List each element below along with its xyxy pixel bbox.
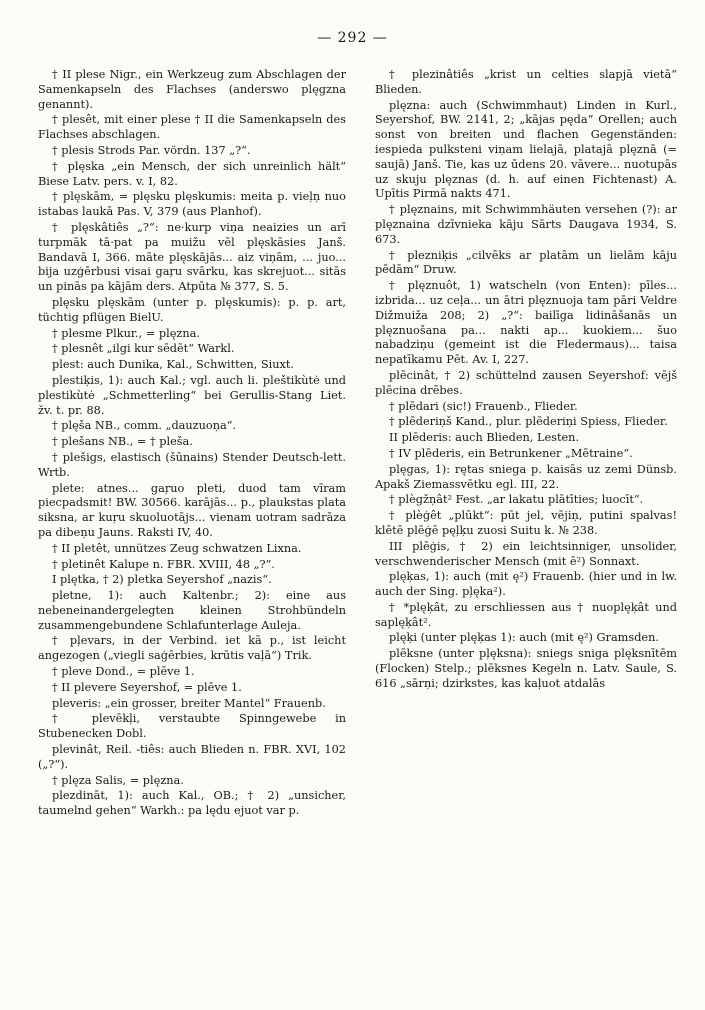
dictionary-entry: plezdināt, 1): auch Kal., OB.; † 2) „unsicher, taumelnd gehen“ Warkh.: pa lędu ejuot var p. bbox=[38, 789, 346, 818]
dictionary-entry: † plęza Salis, = plęzna. bbox=[52, 773, 184, 787]
dictionary-entry: pletne, 1): auch Kaltenbr.; 2): eine aus nebeneinandergelegten kleinen Strohbündeln zusammengebundene Schlafunterlage Auleja. bbox=[38, 589, 346, 632]
dictionary-entry: † plešans NB., = † pleša. bbox=[52, 435, 193, 449]
dictionary-entry: † plèģêt „plūkt“: pūt jel, vējiņ, putini spalvas! klētē plēģē pęļķu zuosi Suitu k. № 238. bbox=[375, 509, 677, 537]
dictionary-entry: † plēderiņš Kand., plur. plēderiņi Spiess, Flieder. bbox=[389, 415, 668, 429]
dictionary-entry: † plešigs, elastisch (šūnains) Stender Deutsch-lett. Wrtb. bbox=[38, 450, 346, 479]
dictionary-entry: † pļevars, in der Verbind. iet kā p., ist leicht angezogen („viegli saģērbies, krūtis vaļā“) Trik. bbox=[38, 634, 346, 663]
dictionary-entry: † plesnêt „ilgi kur sēdēt“ Warkl. bbox=[52, 342, 235, 356]
dictionary-entry: plęķas, 1): auch (mit ę²) Frauenb. (hier und in lw. auch der Sing. pļęka²). bbox=[375, 570, 677, 599]
dictionary-entry: † plęskām, = plęsku plęskumis: meita p. vieļņ nuo istabas laukā Pas. V, 379 (aus Planhof). bbox=[38, 190, 346, 219]
dictionary-entry: † plēdari (sic!) Frauenb., Flieder. bbox=[389, 399, 578, 413]
dictionary-entry: † plęznuôt, 1) watscheln (von Enten): pīles... izbrida... uz ceļa... un ātri plęznuoja tam pāri Veldre Dižmuiža 208; 2) „?“: bailīga lidināšanās un plęznuošana pa... nakti ap... kuokiem... šuo nabadziņu (gemeint ist die Fledermaus)... taisa nepatīkamu Pēt. Av. I, 227. bbox=[375, 279, 677, 367]
dictionary-entry: † plezniķis „cilvēks ar platām un lielām kāju pēdām“ Druw. bbox=[375, 248, 677, 277]
dictionary-entry: plęzna: auch (Schwimmhaut) Linden in Kurl., Seyershof, BW. 2141, 2; „kājas pęda“ Orellen; auch sonst von breiten und flachen Gegenständen: iespieda pulksteni viņam lielajā, platajā plęznā (= saujā) Janš. Tie, kas uz ūdens 20. vāvere... nuotupās uz skuju plęznas (d. h. auf einen Fichtenast) A. Upītis Pirmā nakts 471. bbox=[375, 98, 677, 201]
dictionary-entry: † plezinâtiês „krist un celties slapjā vietā“ Blieden. bbox=[375, 68, 677, 96]
dictionary-entry: plevinât, Reil. -tiês: auch Blieden n. FBR. XVI, 102 („?“). bbox=[38, 743, 346, 771]
dictionary-entry: † IV plēderis, ein Betrunkener „Mētraine“. bbox=[389, 446, 633, 460]
dictionary-entry: plest: auch Dunika, Kal., Schwitten, Siuxt. bbox=[52, 358, 294, 372]
dictionary-entry: plęķi (unter plęķas 1): auch (mit ę²) Gramsden. bbox=[389, 631, 659, 645]
dictionary-entry: plestiķis, 1): auch Kal.; vgl. auch li. pleštikùtė und plestikùtė „Schmetterling“ bei Gerullis-Stang Liet. žv. t. pr. 88. bbox=[38, 373, 346, 417]
dictionary-entry: I plętka, † 2) pletka Seyershof „nazis“. bbox=[52, 573, 272, 587]
dictionary-entry: † II plevere Seyershof, = plēve 1. bbox=[52, 680, 242, 694]
dictionary-entry: II plēderis: auch Blieden, Lesten. bbox=[389, 431, 580, 445]
dictionary-entry: III plēģis, † 2) ein leichtsinniger, unsolider, verschwenderischer Mensch (mit ē²) Sonnaxt. bbox=[375, 539, 677, 568]
dictionary-entry: plete: atnes... gaŗuo pleti, duod tam vīram piecpadsmit! BW. 30566. karājās... p., plaukstas plata siksna, ar kuŗu skuoluotājs... vienam uotram sadrāza pa dibeņu Jauns. Raksti IV, 40. bbox=[38, 481, 346, 539]
dictionary-entry: plēcinât, † 2) schüttelnd zausen Seyershof: vējš plēcina drēbes. bbox=[375, 368, 677, 397]
dictionary-entry: plęgas, 1): rętas sniega p. kaisās uz zemi Dünsb. Apakš Ziemassvētku egl. III, 22. bbox=[375, 462, 677, 491]
dictionary-entry: † plevēkļi, verstaubte Spinngewebe in Stubenecken Dobl. bbox=[38, 712, 346, 741]
page-number: — 292 — bbox=[317, 30, 388, 46]
dictionary-entry: † plęska „ein Mensch, der sich unreinlich hält“ Biese Latv. pers. v. I, 82. bbox=[38, 159, 346, 188]
dictionary-entry: † plesme Plkur., = plęzna. bbox=[52, 326, 200, 340]
dictionary-entry: † plègžņât² Fest. „ar lakatu plātīties; luocīt“. bbox=[389, 493, 644, 507]
left-column bbox=[38, 68, 346, 1003]
dictionary-entry: † plęskâtiês „?“: ne·kurp viņa neaizies un arī turpmāk tā·pat pa muižu vēl plęskāsies Janš. Bandavā I, 366. māte plęskājās... aiz viņām, ... juo... bija uzģērbusi visai gaŗu svārku, kas skrejuot... sitās un pinās pa kājām ders. Atpūta № 377, S. 5. bbox=[38, 220, 346, 294]
dictionary-entry: pleveris: „ein grosser, breiter Mantel“ Frauenb. bbox=[52, 696, 326, 710]
right-column bbox=[375, 68, 677, 1003]
dictionary-entry: † *plęķât, zu erschliessen aus † nuoplęķât und saplęķât². bbox=[375, 600, 677, 629]
dictionary-entry: † pletinêt Kalupe n. FBR. XVIII, 48 „?“. bbox=[52, 557, 275, 571]
dictionary-entry: † II plese Nigr., ein Werkzeug zum Abschlagen der Samenkapseln des Flachses (anderswo plęgzna genannt). bbox=[38, 68, 346, 111]
dictionary-entry: † plęznains, mit Schwimmhäuten versehen (?): ar plęznaina dzīvnieka kāju Sārts Daugava 1934, S. 673. bbox=[375, 203, 677, 246]
dictionary-entry: plęsku plęskām (unter p. plęskumis): p. p. art, tüchtig pflügen BielU. bbox=[38, 295, 346, 324]
dictionary-entry: † plesêt, mit einer plese † II die Samenkapseln des Flachses abschlagen. bbox=[38, 113, 346, 142]
dictionary-entry: † plęša NB., comm. „dauzuoņa“. bbox=[52, 419, 237, 433]
dictionary-entry: † pleve Dond., = plēve 1. bbox=[52, 665, 195, 679]
dictionary-entry: † plesis Strods Par. vördn. 137 „?“. bbox=[52, 143, 251, 157]
dictionary-entry: plēksne (unter pļęksna): sniegs sniga plęksnītēm (Flocken) Stelp.; plēksnes Kegeln n. Latv. Saule, S. 616 „sārņi; dzirkstes, kas kaļuot atdalās bbox=[375, 647, 677, 690]
dictionary-entry: † II pletêt, unnützes Zeug schwatzen Lixna. bbox=[52, 541, 302, 555]
